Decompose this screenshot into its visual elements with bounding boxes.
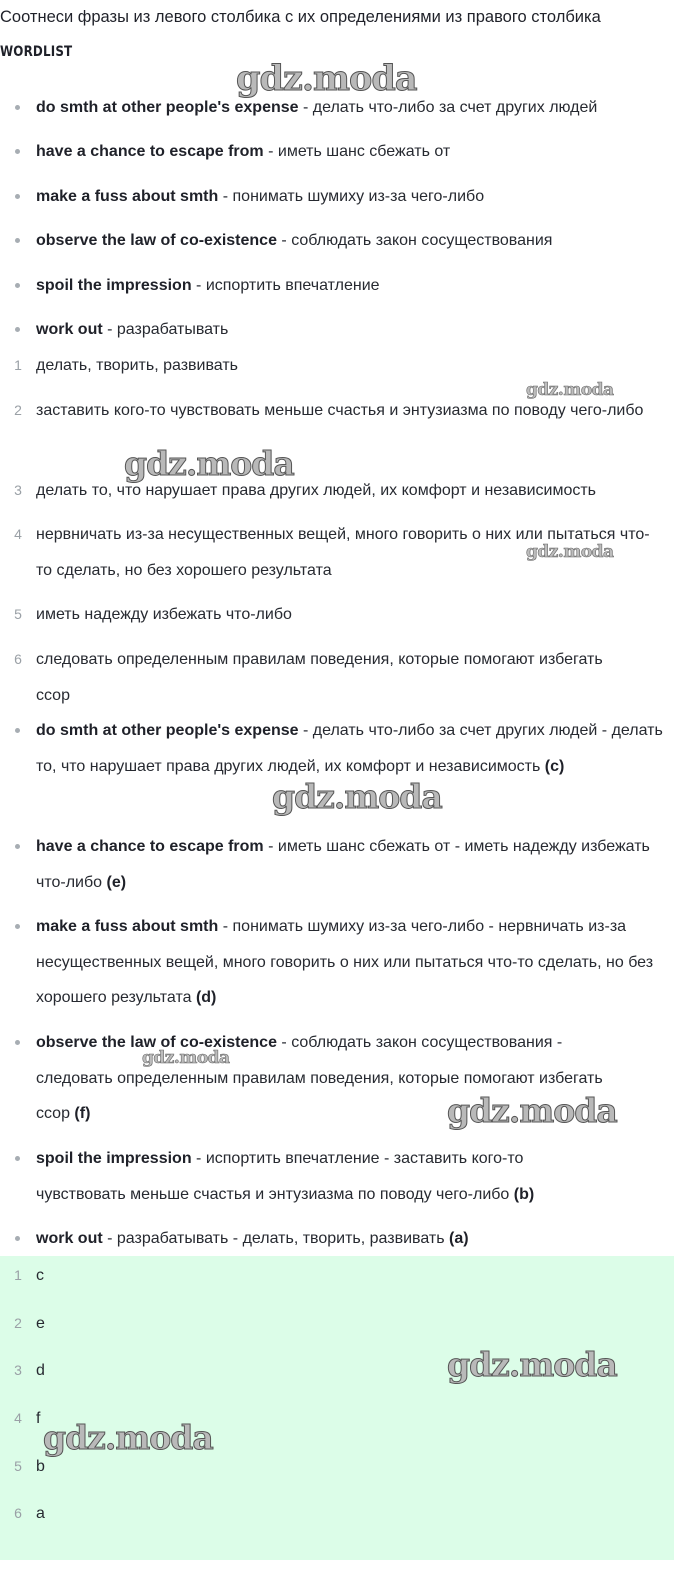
answer-value: b <box>36 1458 45 1475</box>
answer-number: 4 <box>14 1410 22 1426</box>
definition-text: нервничать из-за несущественных вещей, много говорить о них или пытаться что-то сделать, но без хорошего результата <box>36 526 650 579</box>
definition-number: 2 <box>14 402 22 418</box>
answer-value: e <box>36 1315 45 1332</box>
definition-text: делать то, что нарушает права других людей, их комфорт и независимость <box>36 482 597 499</box>
bullet-icon <box>15 238 20 243</box>
phrase: do smth at other people's expense <box>36 99 299 116</box>
definition-text: следовать определенным правилам поведения, которые помогают избегать ссор <box>36 651 603 704</box>
bullet-icon <box>15 844 20 849</box>
definition-number: 4 <box>14 526 22 542</box>
answer-number: 5 <box>14 1458 22 1474</box>
watermark: gdz.moda <box>124 444 294 483</box>
bullet-icon <box>15 105 20 110</box>
bullet-icon <box>15 327 20 332</box>
bullet-icon <box>15 1156 20 1161</box>
bullet-icon <box>15 1236 20 1241</box>
answers-panel <box>0 1256 674 1560</box>
watermark: gdz.moda <box>526 380 614 400</box>
phrase: have a chance to escape from <box>36 838 264 855</box>
match-answer: (c) <box>544 757 565 775</box>
answer-value: f <box>36 1410 41 1427</box>
definition-number: 3 <box>14 482 22 498</box>
phrase: make a fuss about smth <box>36 188 219 205</box>
phrase: work out <box>36 1230 103 1247</box>
answer-value: c <box>36 1267 44 1284</box>
match-answer: (e) <box>106 873 127 891</box>
definition-text: заставить кого-то чувствовать меньше счастья и энтузиазма по поводу чего-либо <box>36 402 644 419</box>
match-answer: (b) <box>513 1185 535 1203</box>
watermark: gdz.moda <box>142 1048 230 1068</box>
translation: - иметь шанс сбежать от <box>263 143 451 160</box>
translation: - испортить впечатление <box>191 277 380 294</box>
task-instruction: Соотнеси фразы из левого столбика с их определениями из правого столбика <box>0 8 601 26</box>
bullet-icon <box>15 283 20 288</box>
match-answer: (a) <box>449 1230 469 1247</box>
answer-value: a <box>36 1505 45 1522</box>
translation: - соблюдать закон сосуществования <box>276 232 553 249</box>
phrase: spoil the impression <box>36 1150 192 1167</box>
match-answer: (d) <box>195 989 217 1006</box>
match-definition: - разрабатывать - делать, творить, развивать <box>102 1230 450 1247</box>
bullet-icon <box>15 194 20 199</box>
phrase: spoil the impression <box>36 277 192 294</box>
answer-number: 3 <box>14 1362 22 1378</box>
phrase: observe the law of co-existence <box>36 1034 277 1051</box>
definition-number: 5 <box>14 606 22 622</box>
translation: - понимать шумиху из-за чего-либо <box>218 188 485 205</box>
definition-text: иметь надежду избежать что-либо <box>36 606 292 623</box>
watermark: gdz.moda <box>272 777 442 816</box>
phrase: make a fuss about smth <box>36 918 219 935</box>
bullet-icon <box>15 1040 20 1045</box>
watermark: gdz.moda <box>447 1091 617 1130</box>
match-definition: - иметь шанс сбежать от - иметь надежду избежать что-либо <box>36 838 650 891</box>
definition-text: делать, творить, развивать <box>36 357 238 374</box>
answer-number: 2 <box>14 1315 22 1331</box>
bullet-icon <box>15 728 20 733</box>
translation: - делать что-либо за счет других людей <box>298 99 598 116</box>
match-definition: - делать что-либо за счет других людей - делать то, что нарушает права других людей, их комфорт и независимость <box>36 722 663 775</box>
answer-value: d <box>36 1362 45 1379</box>
match-answer: (f) <box>74 1105 91 1122</box>
phrase: work out <box>36 321 103 338</box>
match-definition: - испортить впечатление - заставить кого-то чувствовать меньше счастья и энтузиазма по поводу чего-либо <box>36 1150 524 1203</box>
phrase: have a chance to escape from <box>36 143 264 160</box>
match-definition: - понимать шумиху из-за чего-либо - нервничать из-за несущественных вещей, много говорить о них или пытаться что-то сделать, но без хорошего результата <box>36 918 654 1006</box>
translation: - разрабатывать <box>102 321 229 338</box>
phrase: do smth at other people's expense <box>36 722 299 739</box>
bullet-icon <box>15 924 20 929</box>
wordlist-heading: WORDLIST <box>0 44 73 60</box>
watermark: gdz.moda <box>43 1418 213 1457</box>
phrase: observe the law of co-existence <box>36 232 277 249</box>
watermark: gdz.moda <box>526 542 614 562</box>
bullet-icon <box>15 149 20 154</box>
watermark: gdz.moda <box>236 58 417 99</box>
definition-number: 1 <box>14 357 22 373</box>
definition-number: 6 <box>14 651 22 667</box>
answer-number: 6 <box>14 1505 22 1521</box>
watermark: gdz.moda <box>447 1345 617 1384</box>
answer-number: 1 <box>14 1267 22 1283</box>
match-definition: - соблюдать закон сосуществования - следовать определенным правилам поведения, которые помогают избегать ссор <box>36 1034 603 1122</box>
